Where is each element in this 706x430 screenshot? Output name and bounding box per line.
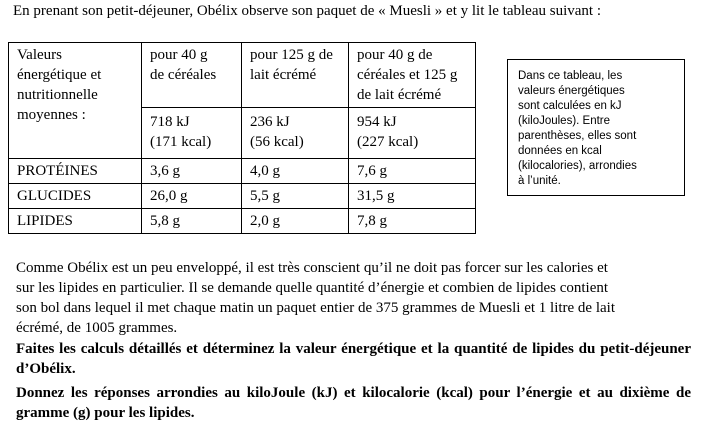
row-value: 4,0 g	[242, 159, 349, 184]
header-label-line: nutritionnelle	[17, 87, 98, 103]
row-value: 7,6 g	[349, 159, 476, 184]
table-header-row	[9, 43, 476, 108]
row-value: 31,5 g	[349, 184, 476, 209]
paragraph-line: écrémé, de 1005 grammes.	[16, 320, 178, 336]
header-col3-line: céréales et 125 g	[357, 67, 458, 83]
row-label-glucides: GLUCIDES	[9, 184, 142, 209]
note-line: sont calculées en kJ	[518, 100, 622, 112]
energy-kcal: (56 kcal)	[250, 134, 304, 150]
energy-kcal: (171 kcal)	[150, 134, 212, 150]
header-col3-line: pour 40 g de	[357, 47, 433, 63]
row-value: 2,0 g	[242, 209, 349, 234]
note-line: à l’unité.	[518, 175, 561, 187]
nutrition-table	[8, 42, 476, 234]
header-label-cell	[9, 43, 142, 159]
header-col1-line: de céréales	[150, 67, 217, 83]
row-value: 5,8 g	[142, 209, 242, 234]
energy-col1-cell	[142, 108, 242, 159]
note-line: parenthèses, elles sont	[518, 130, 637, 142]
header-col2-line: lait écrémé	[250, 67, 317, 83]
table-row	[9, 159, 476, 184]
note-line: (kilocalories), arrondies	[518, 160, 637, 172]
energy-kcal: (227 kcal)	[357, 134, 419, 150]
table-row	[9, 209, 476, 234]
row-label-proteines: PROTÉINES	[9, 159, 142, 184]
energy-kj: 718 kJ	[150, 114, 190, 130]
row-value: 7,8 g	[349, 209, 476, 234]
row-value: 5,5 g	[242, 184, 349, 209]
question-1: Faites les calculs détaillés et déterminez la valeur énergétique et la quantité de lipides du petit-déjeuner d’Obélix.	[16, 341, 691, 377]
note-line: Dans ce tableau, les	[518, 70, 623, 82]
note-line: (kiloJoules). Entre	[518, 115, 611, 127]
energy-kj: 954 kJ	[357, 114, 397, 130]
row-label-lipides: LIPIDES	[9, 209, 142, 234]
header-col1-line: pour 40 g	[150, 47, 208, 63]
header-col2-line: pour 125 g de	[250, 47, 333, 63]
header-label-line: Valeurs	[17, 47, 62, 63]
question-2: Donnez les réponses arrondies au kiloJoule (kJ) et kilocalorie (kcal) pour l’énergie et au dixième de gramme (g) pour les lipides.	[16, 385, 691, 421]
energy-kj: 236 kJ	[250, 114, 290, 130]
header-col2-cell	[242, 43, 349, 108]
intro-text: En prenant son petit-déjeuner, Obélix observe son paquet de « Muesli » et y lit le tableau suivant :	[13, 3, 601, 19]
row-value: 3,6 g	[142, 159, 242, 184]
header-label-line: moyennes :	[17, 107, 86, 123]
header-col1-cell	[142, 43, 242, 108]
paragraph-line: sur les lipides en particulier. Il se demande quelle quantité d’énergie et combien de lipides contient	[16, 280, 609, 296]
note-line: données en kcal	[518, 145, 602, 157]
paragraph-line: Comme Obélix est un peu enveloppé, il est très conscient qu’il ne doit pas forcer sur les calories et	[16, 260, 608, 276]
note-line: valeurs énergétiques	[518, 85, 625, 97]
note-box	[507, 59, 685, 196]
energy-col2-cell	[242, 108, 349, 159]
header-col3-cell	[349, 43, 476, 108]
paragraph-line: son bol dans lequel il met chaque matin un paquet entier de 375 grammes de Muesli et 1 litre de lait	[16, 300, 616, 316]
energy-col3-cell	[349, 108, 476, 159]
table-row	[9, 184, 476, 209]
context-paragraph	[16, 258, 691, 338]
row-value: 26,0 g	[142, 184, 242, 209]
header-col3-line: de lait écrémé	[357, 87, 442, 103]
header-label-line: énergétique et	[17, 67, 102, 83]
